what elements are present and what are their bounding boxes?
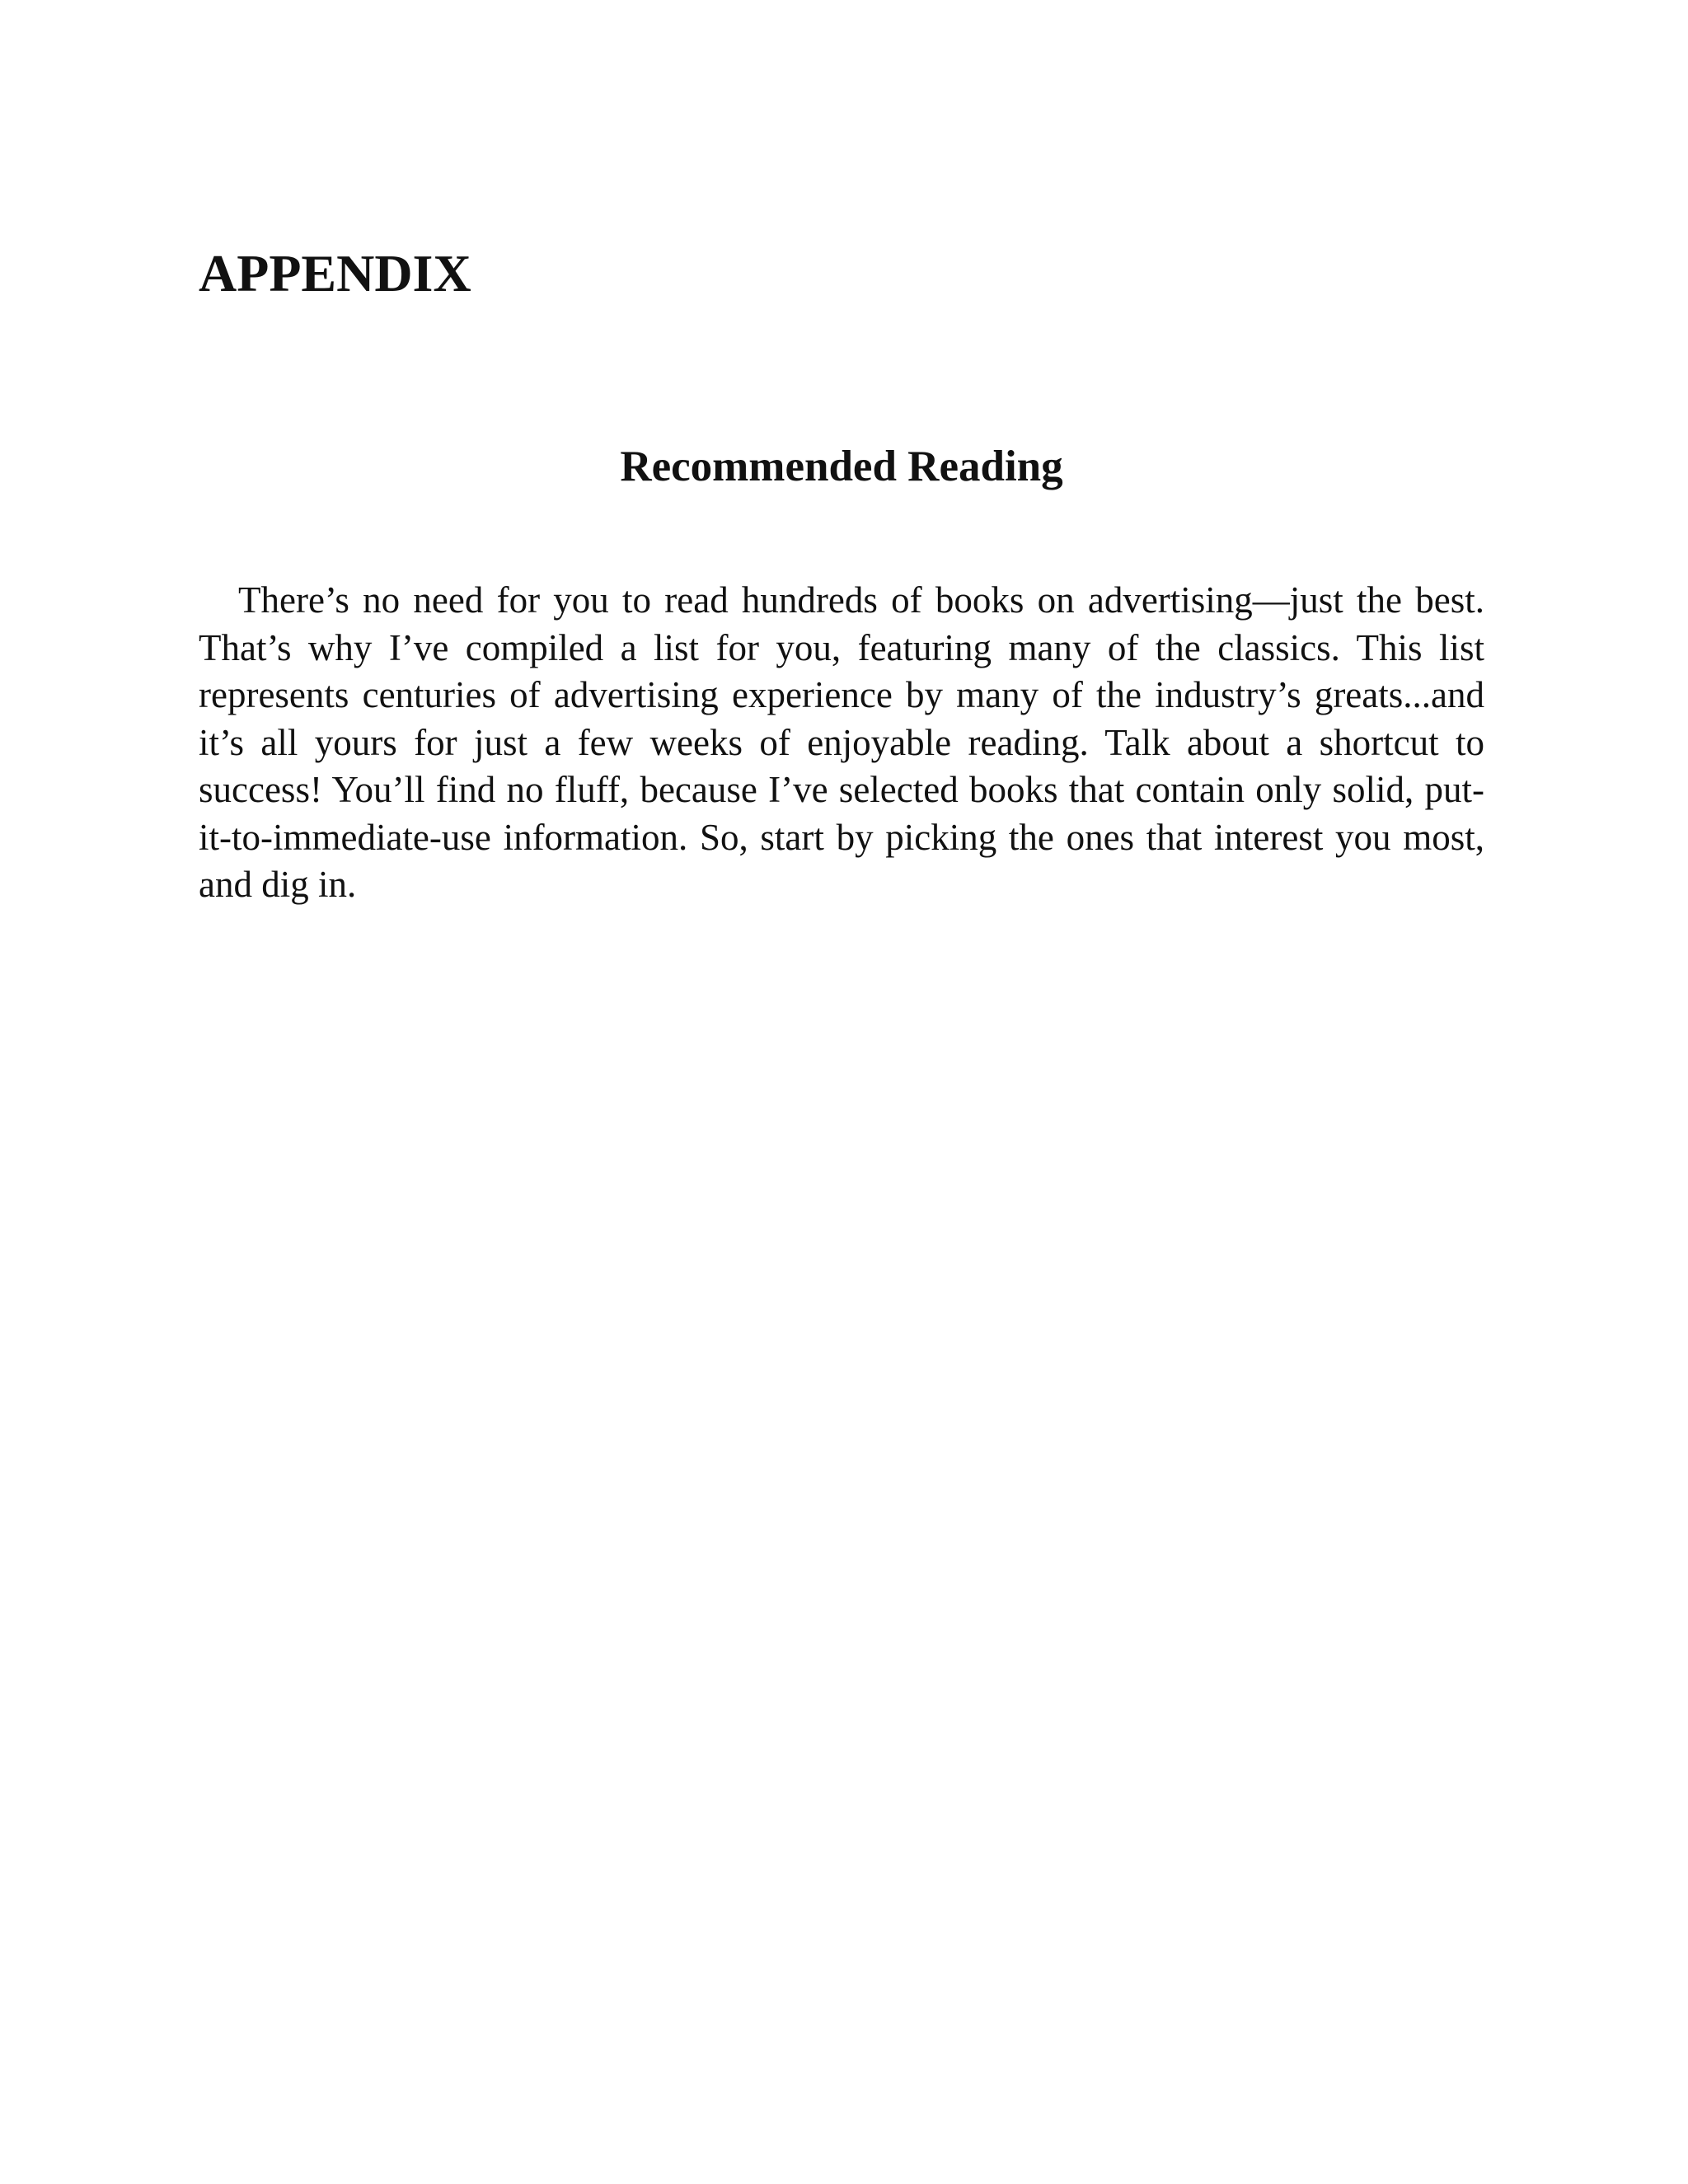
intro-paragraph: There’s no need for you to read hundreds of books on advertising—just the best. That’s why I’ve compiled a list for you, featuring many of the classics. This list represents centuries of advertising experience by many of the industry’s greats...and it’s all yours for just a few weeks of enjoyable reading. Talk about a shortcut to success! You’ll find no fluff, because I’ve selected books that contain only solid, put-it-to-immediate-use information. So, start by picking the ones that interest you most, and dig in. (199, 579, 1484, 905)
recommended-reading-title: Recommended Reading (620, 443, 1063, 490)
appendix-heading: APPENDIX (199, 244, 471, 302)
